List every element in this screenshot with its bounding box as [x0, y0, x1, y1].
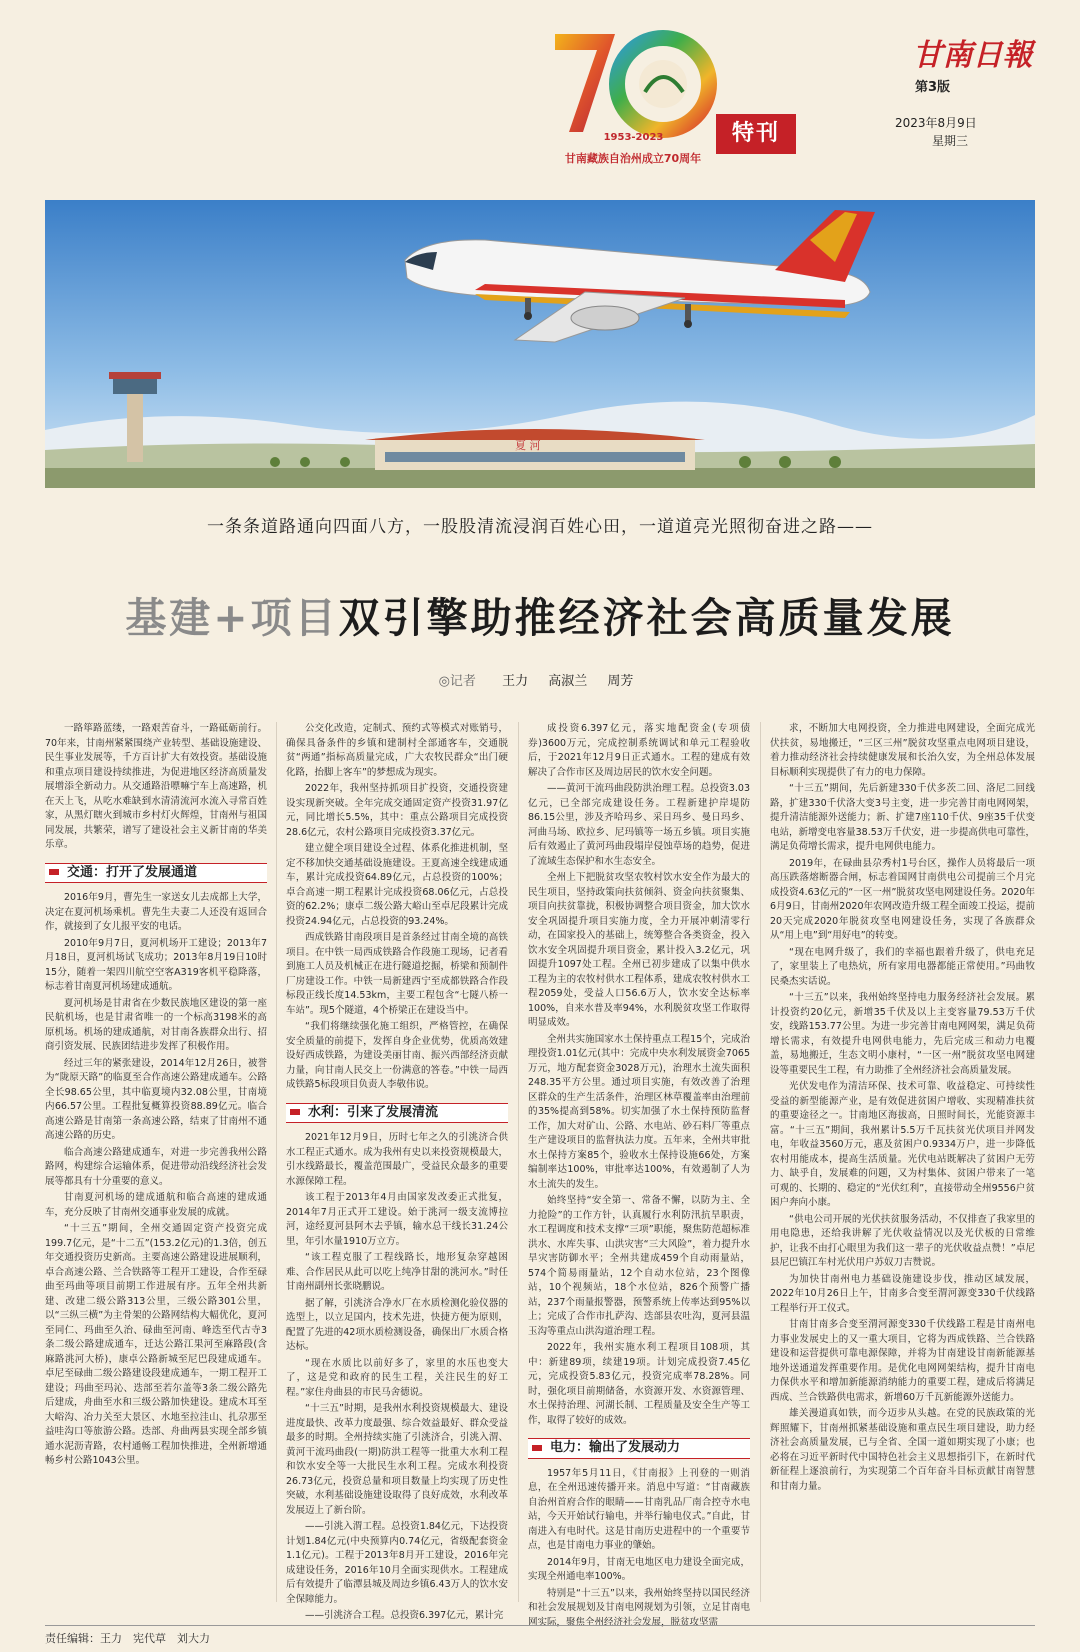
paragraph: 该工程于2013年4月由国家发改委正式批复，2014年7月正式开工建设。始于洮河一级支流博拉河，途经夏河县阿木去乎镇，输水总干线长31.24公里，年引水量1910万立方。	[286, 1192, 508, 1247]
paragraph: 成投资6.397亿元，落实地配资金(专项债券)3600万元，完成控制系统调试和单元工程验收后，于2021年12月9日正式通水。工程的建成有效解决了合作市区及周边居民的饮水安全问题。	[528, 723, 750, 778]
byline	[45, 670, 1035, 689]
paragraph: 2014年9月，甘南无电地区电力建设全面完成，实现全州通电率100%。	[528, 1556, 750, 1582]
section-heading-transport: 交通：打开了发展通道	[45, 863, 267, 884]
paragraph: 甘南甘南多合变至渭河源变330千伏线路工程是甘南州电力事业发展史上的又一重大项目，它将为西成铁路、兰合铁路建设和运营提供可靠电源保障，并将为甘南建设甘南新能源基地外送通道发挥重要作用。是优化电网网架结构，提升甘南电力保供水平和增加新能源消纳能力的重要工程，建成后将满足西成、兰合铁路供电需求，新增60万千瓦新能源外送能力。	[770, 1319, 1035, 1403]
paragraph: 经过三年的紧张建设，2014年12月26日，被誉为“陇原天路”的临夏至合作高速公路建成通车。公路全长98.65公里，其中临夏境内32.08公里，甘南境内66.57公里。工程批复概算投资88.89亿元。临合高速公路是甘南第一条高速公路，结束了甘南州不通高速公路的历史。	[45, 1057, 267, 1141]
paragraph: 特别是“十三五”以来，我州始终坚持以国民经济和社会发展规划及甘南电网规划为引领，立足甘南电网实际，聚焦全州经济社会发展，脱贫攻坚需	[528, 1587, 750, 1628]
paragraph: 2016年9月，曹先生一家送女儿去成都上大学，决定在夏河机场乘机。曹先生夫妻二人还没有返回合作，就接到了女儿报平安的电话。	[45, 892, 267, 932]
paragraph: 2019年，在碌曲县尕秀村1号台区，操作人员将最后一项高压跌落熔断器合闸，标志着国网甘南供电公司提前三个月完成投资4.63亿元的“一区一州”脱贫攻坚电网建设任务。2020年6月9日，甘南州2020年农网改造升级工程全面竣工投运，提前20天完成2020年脱贫攻坚电网建设任务，实现了各族群众从“用上电”到“用好电”的转变。	[770, 857, 1035, 941]
page-header	[0, 0, 1080, 190]
section-heading-power: 电力：输出了发展动力	[528, 1438, 750, 1459]
paragraph: 公交化改造，定制式、预约式等模式对账销号，确保具备条件的乡镇和建制村全部通客车，交通脱贫“两通”指标高质量完成，广大农牧民群众“出门硬化路，抬脚上客车”的梦想成为现实。	[286, 723, 508, 778]
author-name: 高淑兰	[548, 674, 588, 689]
byline-label: ◎记者	[438, 674, 476, 689]
paragraph: 2021年12月9日，历时七年之久的引洮济合供水工程正式通水。成为我州有史以来投资规模最大，引水线路最长，覆盖范围最广，受益民众最多的重要水源保障工程。	[286, 1132, 508, 1187]
paragraph: 始终坚持“安全第一、常备不懈，以防为主、全力抢险”的工作方针，认真履行水利防汛抗旱职责，水工程调度和技术支撑“三项”职能，聚焦防范超标准洪水、水库失事、山洪灾害“三大风险”，着力提升水旱灾害防御水平；全州共建成459个自动雨量站，574个简易雨量站，12个自动水位站，23个图像站，10个视频站，18个水位站，826个预警广播站，237个雨量报警器，预警系统上传率达到95%以上；完成了合作市扎萨沟、迭部县农吐沟，夏河县温玉沟等重点山洪沟道治理工程。	[528, 1195, 750, 1337]
headline-prefix: 基建+项目	[125, 594, 339, 642]
publication-date: 2023年8月9日	[895, 116, 977, 130]
author-name: 周芳	[607, 674, 634, 689]
paragraph: 光伏发电作为清洁环保、技术可靠、收益稳定、可持续性受益的新型能源产业，是有效促进贫困户增收、实现精准扶贫的重要途径之一。甘南地区海拔高，日照时间长，光能资源丰富。“十三五”期间，我州累计5.5万千瓦扶贫光伏项目并网发电，年收益3560万元，惠及贫困户0.9334万户，进一步降低农村用能成本，提高生活质量。光伏电站既解决了贫困户无劳力、缺乎自，发展难的问题，又为村集体、贫困户带来了一笔可观的、长期的、稳定的“光伏红利”，直接带动全州9556户贫困户奔向小康。	[770, 1081, 1035, 1208]
paragraph: “十三五”期间，先后新建330千伏多茨二回、洛尼二回线路，扩建330千伏洛大变3号主变，进一步完善甘南电网网架，提升清洁能源外送能力；新、扩建7座110千伏、9座35千伏变电站，新增变电容量38.53万千伏安，进一步提高供电可靠性，满足负荷增长需求，提升电网供电能力。	[770, 783, 1035, 852]
paragraph: “现在水质比以前好多了，家里的水压也变大了，这是党和政府的民生工程，关注民生的好工程。”家住舟曲县的市民马舍德说。	[286, 1357, 508, 1398]
paragraph: “十三五”期间，全州交通固定资产投资完成199.7亿元，是“十二五”(153.2亿元)的1.3倍，创五年交通投资历史新高。主要高速公路建设进展顺利，卓合高速公路、兰合铁路等工程开工建设，合作至碌曲至玛曲等项目前期工作进展有序。五年全州共新建、改建二级公路313公里，三级公路301公里，以“三纵三横”为主骨架的公路网结构大幅优化，夏河至同仁、玛曲至久治、碌曲至河南、峰迭至代古寺3条二级公路建成通车，迁达公路江果河至麻路段(含麻路洮河大桥)，康卓公路新城至尼巴段建成通车。卓尼至碌曲二级公路建设段建成通车，一期工程开工建设；玛曲至玛沁、迭部至若尔盖等3条二级公路先后建成，舟曲至水和三级公路加快建设。建成木耳至大峪沟、冶力关至大景区、水地至拉洼山、扎尕那至益哇沟口等旅游公路。迭部、舟曲两县实现全部乡镇通水泥沥青路，农村通畅工程加快推进，全州新增通畅乡村公路1043公里。	[45, 1223, 267, 1466]
paragraph: 夏河机场是甘肃省在少数民族地区建设的第一座民航机场，也是甘肃省唯一的一个标高3198米的高原机场。机场的建成通航，对甘南各族群众出行、招商引资发展、民族团结进步发挥了积极作用。	[45, 997, 267, 1052]
headline-main: 双引擎助推经济社会高质量发展	[338, 594, 955, 642]
paragraph: 建立健全项目建设全过程、体系化推进机制，坚定不移加快交通基础设施建设。王夏高速全线建成通车，累计完成投资64.89亿元，占总投资的100%；卓合高速一期工程累计完成投资68.06亿元，占总投资的62.2%；康卓二级公路大峪山至卓尼段累计完成投资24.94亿元，占总投资的93.24%。	[286, 843, 508, 927]
paragraph: 全州上下把脱贫攻坚农牧村饮水安全作为最大的民生项目，坚持政策向扶贫倾斜、资金向扶贫聚集、项目向扶贫靠拢，积极协调整合项目资金，加大饮水安全巩固提升项目实施力度，全力开展冲刺清零行动，在国家投入的基础上，统筹整合各类资金，投入饮水安全巩固提升项目资金，累计投入3.2亿元，巩固提升1097处工程。全州已初步建成了以集中供水工程为主的农牧村供水工程体系，建成农牧村供水工程2059处，受益人口56.6万人，饮水安全达标率100%，自来水普及率94%，水利脱贫攻坚工作取得明显成效。	[528, 872, 750, 1028]
author-name: 王力	[502, 674, 529, 689]
special-edition-tag: 特刊	[716, 114, 796, 154]
publication-weekday: 星期三	[932, 134, 969, 148]
page-number: 第3版	[915, 80, 951, 95]
paragraph: ——引洮入渭工程。总投资1.84亿元，下达投资计划1.84亿元(中央预算内0.74亿元，省级配套资金1.1亿元)。工程于2013年8月开工建设，2016年完成建设任务，2016年10月全面实现供水。工程建成后有效提升了临潭县城及周边乡镇6.43万人的饮水安全保障能力。	[286, 1521, 508, 1605]
paragraph: 1957年5月11日，《甘南报》上刊登的一则消息，在全州迅速传播开来。消息中写道：“甘南藏族自治州首府合作的眼睛——甘南乳品厂南合控寺水电站，今天开始试行输电，并举行输电仪式。”自此，甘南进入有电时代。这是甘南历史进程中的一个重要节点，也是甘南电力事业的肇始。	[528, 1467, 750, 1551]
terminal-building	[365, 429, 705, 470]
newspaper-masthead: 甘南日報	[912, 38, 1033, 73]
paragraph: 一路筚路蓝缕，一路艰苦奋斗，一路砥砺前行。70年来，甘南州紧紧围绕产业转型、基础设施建设、民生事业发展等，千方百计扩大有效投资。基础设施和重点项目建设持续推进，为促进地区经济高质量发展增添全新动力。从交通路沿嘌嘛宁车上高速路，机在天上飞，从吃水难缺到水清清流河水流入寻常百姓家，从黑灯瞎火到城市乡村灯火辉煌，甘南州与祖国同发展，共繁荣，谱写了建设社会主义新甘南的华美乐章。	[45, 723, 267, 850]
paragraph: ——引洮济合工程。总投资6.397亿元，累计完	[305, 1610, 504, 1621]
paragraph: 临合高速公路建成通车，对进一步完善我州公路路网，构建综合运输体系，促进带动沿线经济社会发展等都具有十分重要的意义。	[45, 1146, 267, 1187]
paragraph: “十三五”以来，我州始终坚持电力服务经济社会发展。累计投资约20亿元，新增35千伏及以上主变容量79.53万千伏安，线路153.77公里。为进一步完善甘南电网网架，满足负荷增长需求，有效提升电网供电能力，先后完成三和动力电覆盖，易地搬迁，生态文明小康村，“一区一州”脱贫攻坚电网建设等重要民生工程，有力助推了全州经济社会高质量发展。	[770, 992, 1035, 1076]
paragraph: 为加快甘南州电力基础设施建设步伐，推动区域发展，2022年10月26日上午，甘南多合变至渭河源变330千伏线路工程举行开工仪式。	[770, 1273, 1035, 1314]
paragraph: 2022年，我州坚持抓项目扩投资，交通投资建设实现新突破。全年完成交通固定资产投资31.97亿元，同比增长5.5%，其中：重点公路项目完成投资28.6亿元，农村公路项目完成投资3.37亿元。	[286, 783, 508, 838]
airport-photo	[45, 200, 1035, 488]
column-divider	[760, 722, 761, 1602]
logo-years: 1953-2023	[603, 132, 664, 143]
paragraph: “十三五”时期，是我州水利投资规模最大、建设进度最快、改革力度最强、综合效益最好、群众受益最多的时期。全州持续实施了引洮济合，引洮入渭、黄河干流玛曲段(一期)防洪工程等一批重大水利工程和饮水安全等一大批民生水利工程。完成水利投资26.73亿元，投资总量和项目数量上均实现了历史性突破，水利基础设施建设取得了良好成效，水利改革发展迈上了新台阶。	[286, 1403, 508, 1516]
paragraph: “现在电网升级了，我们的幸福也跟着升级了，供电充足了，家里装上了电热炕，所有家用电器都能正常使用。”玛曲牧民桑杰实话说。	[770, 946, 1035, 987]
paragraph: “该工程克服了工程线路长，地形复杂穿越困难、合作居民从此可以吃上纯净甘甜的洮河水。”时任甘南州副州长张晓鹏说。	[286, 1252, 508, 1292]
airport-sign: 夏 河	[515, 439, 541, 452]
article-column-3	[528, 722, 750, 1628]
paragraph: 2022年，我州实施水利工程项目108项，其中：新建89项，续建19项。计划完成投资7.45亿元，完成投资5.83亿元，投资完成率78.28%。同时，强化项目前期储备，水资源开发、水资源管理、水土保持治理、河湖长制、工程质量及安全生产等工作，取得了较好的成效。	[528, 1342, 750, 1426]
article-headline	[45, 585, 1035, 644]
paragraph: 据了解，引洮济合净水厂在水质检测化验仪器的选型上，以立足国内，技术先进，快捷方便为原则，配置了先进的42项水质检测设备，确保出厂水质合格达标。	[286, 1297, 508, 1352]
logo-caption: 甘南藏族自治州成立70周年	[564, 152, 702, 165]
section-heading-water: 水利：引来了发展清流	[286, 1103, 508, 1124]
paragraph: 西成铁路甘南段项目是首条经过甘南全境的高铁项目。在中铁一局西成铁路合作段施工现场，记者看到施工人员及机械正在进行隧道挖掘，桥梁和预制件厂房建设工作。中铁一局新建西宁至成都铁路合作段标段正线长度14.53km，主要工程包含“七隧八桥一车站”。现5个隧道，4个桥梁正在建设当中。	[286, 932, 508, 1016]
paragraph: “我们将继续强化施工组织，严格管控，在确保安全质量的前提下，发挥自身企业优势，优质高效建设好西成铁路，为建设美丽甘南、振兴西部经济贡献力量，向甘南人民交上一份满意的答卷。”中铁一局西成铁路5标段项目负责人李敬伟说。	[286, 1021, 508, 1090]
article-column-2	[286, 722, 508, 1621]
article-column-4	[770, 722, 1035, 1602]
editor-credits: 责任编辑：王力 宪代草 刘大力	[45, 1625, 1035, 1646]
article-subheading: 一条条道路通向四面八方，一股股清流浸润百姓心田，一道道亮光照彻奋进之路——	[207, 517, 873, 537]
paragraph: 全州共实施国家水土保持重点工程15个，完成治理投资1.01亿元(其中：完成中央水利发展资金7065万元，地方配套资金3028万元)，治理水土流失面积248.35平方公里。通过项目实施，有效改善了治理区群众的生产生活条件，治理区林草覆盖率由治理前的35%提高到58%。切实加强了水土保持预防监督工作，加大对矿山、公路、水电站、砂石料厂等重点生产建设项目的监督执法力度。五年来，全州共审批水土保持方案85个，验收水土保持设施66处，方案编制率达100%，审批率达100%，有效遏制了人为水土流失的发生。	[528, 1033, 750, 1190]
paragraph: 雄关漫道真如铁，而今迈步从头越。在党的民族政策的光辉照耀下，甘南州抓紧基础设施和重点民生项目建设，助力经济社会高质量发展，已与全省、全国一道如期实现了小康；也必将在习近平新时代中国特色社会主义思想指引下，在新时代新征程上逐浪前行，为实现第二个百年奋斗目标贡献甘南智慧和甘南力量。	[770, 1408, 1035, 1492]
paragraph: 甘南夏河机场的建成通航和临合高速的建成通车，充分反映了甘南州交通事业发展的成就。	[45, 1192, 267, 1218]
column-divider	[276, 722, 277, 1602]
paragraph: ——黄河干流玛曲段防洪治理工程。总投资3.03亿元，已全部完成建设任务。工程新建护岸堤防86.15公里，涉及齐哈玛乡、采日玛乡、曼日玛乡、河曲马场、欧拉乡、尼玛镇等一场五乡镇。项目实施后有效遏止了黄河玛曲段塌岸侵蚀草场的趋势，促进了流域生态保护和水生态安全。	[528, 783, 750, 867]
paragraph: “供电公司开展的光伏扶贫服务活动，不仅排查了我家里的用电隐患，还给我讲解了光伏收益情况以及光伏板的日常维护，让我不由打心眼里为我们这一辈子的光伏收益点赞！”卓尼县尼巴镇江车村光伏用户苏奴刀吉赞说。	[770, 1213, 1035, 1268]
paragraph: 2010年9月7日，夏河机场开工建设；2013年7月18日，夏河机场试飞成功；2013年8月19日10时15分，随着一架四川航空空客A319客机平稳降落，标志着甘南夏河机场建成通航。	[45, 937, 267, 992]
column-divider	[518, 722, 519, 1602]
paragraph: 求，不断加大电网投资，全力推进电网建设，全面完成光伏扶贫，易地搬迁，“三区三州”脱贫攻坚重点电网项目建设，着力推动经济社会持续健康发展和长治久安，为全州总体发展目标顺利实现提供了有力的电力保障。	[770, 723, 1035, 778]
article-column-1	[45, 722, 267, 1602]
